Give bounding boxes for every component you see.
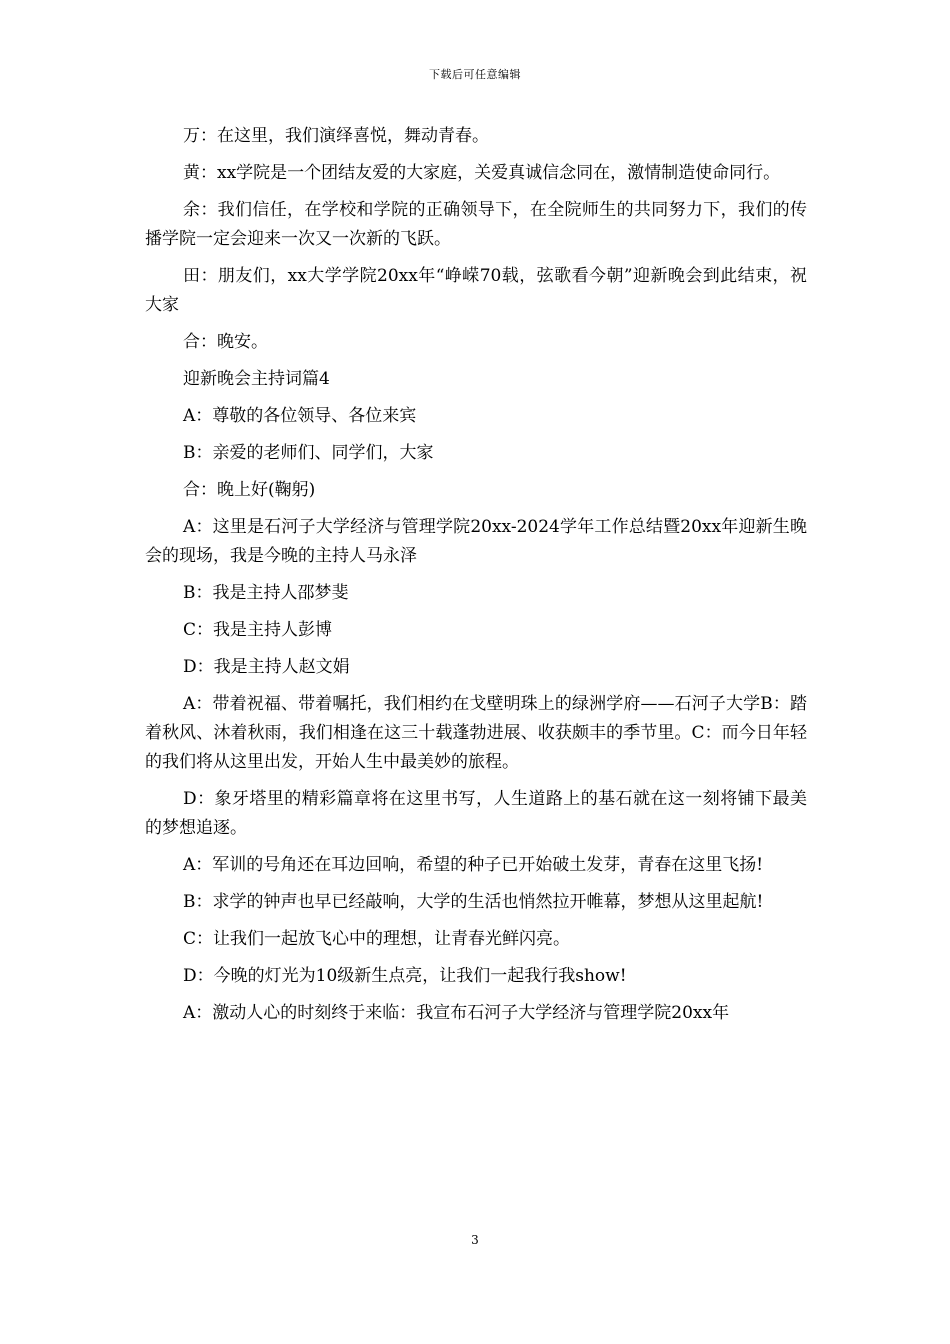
document-body <box>145 122 807 1036</box>
paragraph: 万：在这里，我们演绎喜悦，舞动青春。 <box>183 126 489 146</box>
paragraph: A：激动人心的时刻终于来临：我宣布石河子大学经济与管理学院20xx年 <box>183 1003 730 1023</box>
paragraph: B：我是主持人邵梦斐 <box>183 583 349 603</box>
paragraph: B：亲爱的老师们、同学们，大家 <box>183 443 434 463</box>
paragraph: 合：晚上好(鞠躬) <box>183 480 316 500</box>
paragraph: D：象牙塔里的精彩篇章将在这里书写，人生道路上的基石就在这一刻将铺下最美的梦想追逐。 <box>145 789 807 838</box>
section-heading: 迎新晚会主持词篇4 <box>183 369 330 389</box>
page-number: 3 <box>471 1233 479 1247</box>
paragraph: B：求学的钟声也早已经敲响，大学的生活也悄然拉开帷幕，梦想从这里起航! <box>183 892 764 912</box>
paragraph: 黄：xx学院是一个团结友爱的大家庭，关爱真诚信念同在，激情制造使命同行。 <box>183 163 781 183</box>
paragraph: 合：晚安。 <box>183 332 268 352</box>
paragraph: C：我是主持人彭博 <box>183 620 333 640</box>
page-header-note: 下载后可任意编辑 <box>429 68 521 81</box>
paragraph: D：我是主持人赵文娟 <box>183 657 350 677</box>
paragraph: A：军训的号角还在耳边回响，希望的种子已开始破土发芽，青春在这里飞扬! <box>183 855 764 875</box>
paragraph: A：带着祝福、带着嘱托，我们相约在戈壁明珠上的绿洲学府——石河子大学B：踏着秋风、沐着秋雨，我们相逢在这三十载蓬勃进展、收获颇丰的季节里。C：而今日年轻的我们将从这里出发，开始人生中最美妙的旅程。 <box>145 694 807 772</box>
paragraph: A：尊敬的各位领导、各位来宾 <box>183 406 417 426</box>
paragraph: A：这里是石河子大学经济与管理学院20xx-2024学年工作总结暨20xx年迎新生晚会的现场，我是今晚的主持人马永泽 <box>145 517 807 566</box>
paragraph: 余：我们信任，在学校和学院的正确领导下，在全院师生的共同努力下，我们的传播学院一定会迎来一次又一次新的飞跃。 <box>145 200 807 249</box>
paragraph: C：让我们一起放飞心中的理想，让青春光鲜闪亮。 <box>183 929 571 949</box>
paragraph: 田：朋友们，xx大学学院20xx年“峥嵘70载，弦歌看今朝”迎新晚会到此结束，祝大家 <box>145 266 807 315</box>
paragraph: D：今晚的灯光为10级新生点亮，让我们一起我行我show! <box>183 966 627 986</box>
